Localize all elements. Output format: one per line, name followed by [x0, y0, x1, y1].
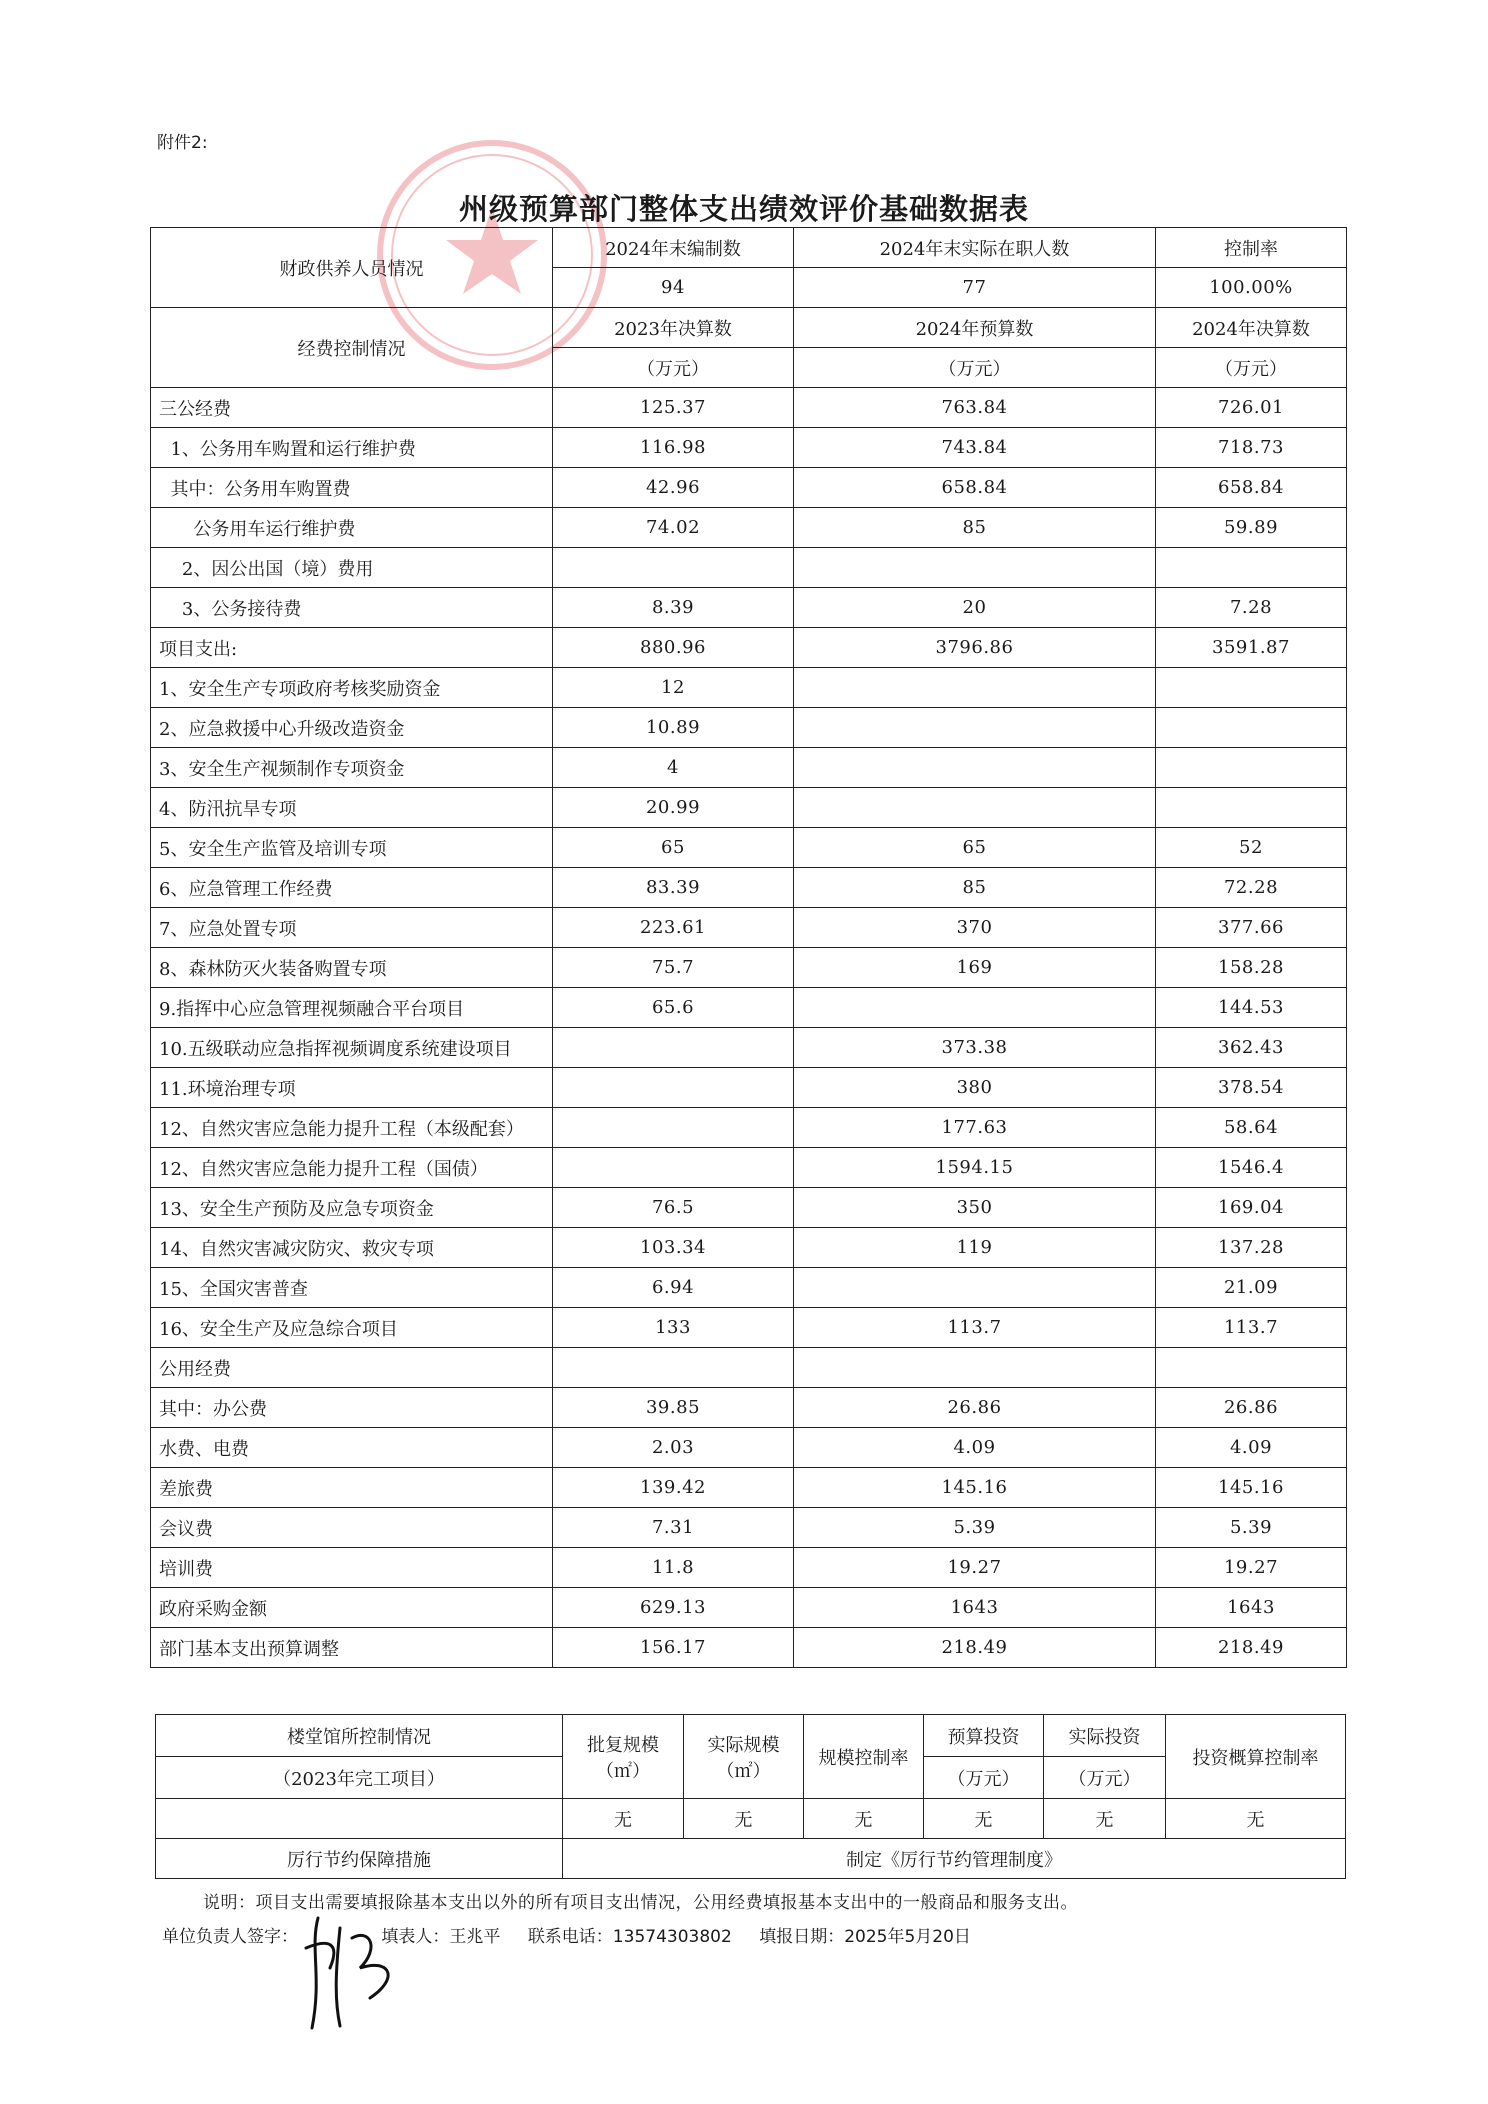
table-row — [151, 748, 1347, 788]
row-value-2023-final: 7.31 — [553, 1508, 794, 1548]
budget-investment-header: 预算投资 — [924, 1715, 1044, 1757]
row-value-2024-final: 158.28 — [1156, 948, 1347, 988]
row-value-2023-final: 12 — [553, 668, 794, 708]
funding-unit: （万元） — [553, 348, 794, 388]
row-value-2024-budget — [794, 1348, 1156, 1388]
buildings-label: 楼堂馆所控制情况 — [156, 1715, 563, 1757]
row-value-2024-final — [1156, 1348, 1347, 1388]
row-value-2024-final: 21.09 — [1156, 1268, 1347, 1308]
row-label: 4、防汛抗旱专项 — [151, 788, 553, 828]
row-value-2024-final: 7.28 — [1156, 588, 1347, 628]
funding-header-2024-budget: 2024年预算数 — [794, 308, 1156, 348]
table-row — [151, 1268, 1347, 1308]
row-value-2024-final: 4.09 — [1156, 1428, 1347, 1468]
row-value-2024-budget: 370 — [794, 908, 1156, 948]
row-value-2024-final — [1156, 748, 1347, 788]
row-value-2024-final: 59.89 — [1156, 508, 1347, 548]
row-label: 会议费 — [151, 1508, 553, 1548]
table-row — [151, 1388, 1347, 1428]
table-row — [151, 868, 1347, 908]
table-row — [151, 1028, 1347, 1068]
row-label: 9.指挥中心应急管理视频融合平台项目 — [151, 988, 553, 1028]
row-label: 13、安全生产预防及应急专项资金 — [151, 1188, 553, 1228]
funding-unit: （万元） — [794, 348, 1156, 388]
row-value-2024-final: 72.28 — [1156, 868, 1347, 908]
funding-header-row — [151, 308, 1347, 348]
row-value-2024-budget: 763.84 — [794, 388, 1156, 428]
row-value-2024-budget — [794, 548, 1156, 588]
staffing-value-rate: 100.00% — [1156, 268, 1347, 308]
row-value-2024-final: 19.27 — [1156, 1548, 1347, 1588]
row-value-2024-budget — [794, 748, 1156, 788]
row-value-2024-final: 218.49 — [1156, 1628, 1347, 1668]
row-value-2024-final: 145.16 — [1156, 1468, 1347, 1508]
row-value-2023-final: 65 — [553, 828, 794, 868]
staffing-value-actual: 77 — [794, 268, 1156, 308]
row-label: 3、安全生产视频制作专项资金 — [151, 748, 553, 788]
table-row — [151, 1428, 1347, 1468]
row-value-2024-final: 144.53 — [1156, 988, 1347, 1028]
table-row — [151, 668, 1347, 708]
row-value-2023-final: 65.6 — [553, 988, 794, 1028]
row-value-2023-final: 125.37 — [553, 388, 794, 428]
actual-investment-header: 实际投资 — [1044, 1715, 1166, 1757]
row-value-2024-final — [1156, 708, 1347, 748]
table-row — [151, 788, 1347, 828]
row-value-2023-final: 11.8 — [553, 1548, 794, 1588]
row-value-2023-final: 75.7 — [553, 948, 794, 988]
row-value-2024-final: 658.84 — [1156, 468, 1347, 508]
buildings-value: 无 — [684, 1799, 804, 1839]
table-row — [151, 388, 1347, 428]
funding-unit: （万元） — [1156, 348, 1347, 388]
row-value-2023-final — [553, 1148, 794, 1188]
row-value-2024-budget: 5.39 — [794, 1508, 1156, 1548]
money-unit: （万元） — [1044, 1757, 1166, 1799]
row-label: 培训费 — [151, 1548, 553, 1588]
approved-scale-label: 批复规模 — [587, 1734, 659, 1756]
table-row — [151, 508, 1347, 548]
actual-scale-label: 实际规模 — [707, 1734, 780, 1756]
buildings-sublabel: （2023年完工项目） — [156, 1757, 563, 1799]
table-row — [151, 428, 1347, 468]
row-value-2024-budget: 65 — [794, 828, 1156, 868]
row-label: 6、应急管理工作经费 — [151, 868, 553, 908]
row-value-2023-final: 20.99 — [553, 788, 794, 828]
table-row — [151, 1148, 1347, 1188]
row-value-2024-final — [1156, 788, 1347, 828]
row-value-2023-final: 74.02 — [553, 508, 794, 548]
buildings-value: 无 — [1044, 1799, 1166, 1839]
row-value-2024-final: 726.01 — [1156, 388, 1347, 428]
row-label: 3、公务接待费 — [151, 588, 553, 628]
row-value-2024-budget: 658.84 — [794, 468, 1156, 508]
row-value-2024-budget: 4.09 — [794, 1428, 1156, 1468]
row-label: 12、自然灾害应急能力提升工程（本级配套） — [151, 1108, 553, 1148]
row-value-2023-final: 103.34 — [553, 1228, 794, 1268]
row-value-2024-budget: 85 — [794, 508, 1156, 548]
buildings-value: 无 — [1166, 1799, 1346, 1839]
row-value-2024-final: 58.64 — [1156, 1108, 1347, 1148]
row-value-2023-final: 42.96 — [553, 468, 794, 508]
row-value-2024-budget: 26.86 — [794, 1388, 1156, 1428]
table-row — [151, 908, 1347, 948]
investment-rate-header: 投资概算控制率 — [1166, 1715, 1346, 1799]
row-value-2023-final: 4 — [553, 748, 794, 788]
row-value-2023-final: 39.85 — [553, 1388, 794, 1428]
row-label: 14、自然灾害减灾防灾、救灾专项 — [151, 1228, 553, 1268]
row-label: 10.五级联动应急指挥视频调度系统建设项目 — [151, 1028, 553, 1068]
row-value-2024-final: 26.86 — [1156, 1388, 1347, 1428]
row-value-2023-final — [553, 548, 794, 588]
row-label: 公用经费 — [151, 1348, 553, 1388]
table-row — [151, 1308, 1347, 1348]
row-value-2024-budget — [794, 668, 1156, 708]
table-row — [151, 948, 1347, 988]
row-label: 差旅费 — [151, 1468, 553, 1508]
row-value-2024-final: 378.54 — [1156, 1068, 1347, 1108]
row-value-2024-final: 52 — [1156, 828, 1347, 868]
table-row — [151, 628, 1347, 668]
explanatory-note: 说明：项目支出需要填报除基本支出以外的所有项目支出情况，公用经费填报基本支出中的一般商品和服务支出。 — [203, 1893, 1078, 1913]
table-row — [151, 1228, 1347, 1268]
staffing-header-rate: 控制率 — [1156, 228, 1347, 268]
row-value-2024-budget — [794, 988, 1156, 1028]
buildings-table — [155, 1714, 1346, 1879]
handwritten-signature — [300, 1908, 410, 2038]
row-value-2023-final: 2.03 — [553, 1428, 794, 1468]
scale-rate-header: 规模控制率 — [804, 1715, 924, 1799]
approved-scale-header — [563, 1715, 684, 1799]
row-value-2024-budget: 743.84 — [794, 428, 1156, 468]
row-value-2024-budget: 380 — [794, 1068, 1156, 1108]
money-unit: （万元） — [924, 1757, 1044, 1799]
buildings-empty-cell — [156, 1799, 563, 1839]
table-row — [151, 988, 1347, 1028]
row-value-2024-final: 377.66 — [1156, 908, 1347, 948]
row-value-2024-budget: 119 — [794, 1228, 1156, 1268]
row-value-2024-budget: 85 — [794, 868, 1156, 908]
footer-line — [162, 1922, 993, 1947]
row-label: 其中：办公费 — [151, 1388, 553, 1428]
row-label: 项目支出: — [151, 628, 553, 668]
table-row — [151, 708, 1347, 748]
row-label: 16、安全生产及应急综合项目 — [151, 1308, 553, 1348]
row-value-2023-final — [553, 1028, 794, 1068]
row-label: 2、应急救援中心升级改造资金 — [151, 708, 553, 748]
row-value-2024-final: 718.73 — [1156, 428, 1347, 468]
row-value-2023-final: 629.13 — [553, 1588, 794, 1628]
row-value-2024-budget: 169 — [794, 948, 1156, 988]
row-value-2024-final: 1643 — [1156, 1588, 1347, 1628]
row-label: 7、应急处置专项 — [151, 908, 553, 948]
sign-label: 单位负责人签字： — [162, 1927, 298, 1947]
table-row — [151, 1068, 1347, 1108]
table-row — [151, 1348, 1347, 1388]
contact-phone: 联系电话：13574303802 — [527, 1927, 732, 1947]
row-value-2024-final: 137.28 — [1156, 1228, 1347, 1268]
area-unit: （㎡） — [716, 1760, 771, 1782]
fill-date: 填报日期：2025年5月20日 — [759, 1927, 971, 1947]
row-value-2023-final: 8.39 — [553, 588, 794, 628]
row-value-2024-budget: 3796.86 — [794, 628, 1156, 668]
row-value-2024-budget — [794, 1268, 1156, 1308]
row-value-2024-budget: 1594.15 — [794, 1148, 1156, 1188]
row-value-2023-final: 139.42 — [553, 1468, 794, 1508]
attachment-label: 附件2: — [157, 133, 208, 153]
row-value-2023-final: 880.96 — [553, 628, 794, 668]
row-label: 1、安全生产专项政府考核奖励资金 — [151, 668, 553, 708]
buildings-value: 无 — [924, 1799, 1044, 1839]
saving-value: 制定《厉行节约管理制度》 — [563, 1839, 1346, 1879]
row-value-2024-final — [1156, 548, 1347, 588]
table-row — [151, 548, 1347, 588]
row-value-2024-final: 169.04 — [1156, 1188, 1347, 1228]
table-row — [151, 588, 1347, 628]
table-row — [151, 1188, 1347, 1228]
row-value-2023-final — [553, 1108, 794, 1148]
staffing-header-actual: 2024年末实际在职人数 — [794, 228, 1156, 268]
row-value-2024-budget — [794, 788, 1156, 828]
buildings-value: 无 — [804, 1799, 924, 1839]
row-value-2023-final: 10.89 — [553, 708, 794, 748]
area-unit: （㎡） — [596, 1760, 650, 1782]
staffing-value-quota: 94 — [553, 268, 794, 308]
table-row — [151, 828, 1347, 868]
funding-label: 经费控制情况 — [151, 308, 553, 388]
row-value-2023-final: 116.98 — [553, 428, 794, 468]
row-label: 2、因公出国（境）费用 — [151, 548, 553, 588]
row-label: 8、森林防灭火装备购置专项 — [151, 948, 553, 988]
table-row — [151, 1468, 1347, 1508]
row-label: 12、自然灾害应急能力提升工程（国债） — [151, 1148, 553, 1188]
table-row — [151, 1588, 1347, 1628]
row-value-2024-budget: 177.63 — [794, 1108, 1156, 1148]
row-label: 部门基本支出预算调整 — [151, 1628, 553, 1668]
buildings-value: 无 — [563, 1799, 684, 1839]
row-value-2024-final: 362.43 — [1156, 1028, 1347, 1068]
row-value-2024-budget: 218.49 — [794, 1628, 1156, 1668]
row-value-2024-budget: 20 — [794, 588, 1156, 628]
row-label: 其中：公务用车购置费 — [151, 468, 553, 508]
row-value-2024-final: 3591.87 — [1156, 628, 1347, 668]
row-label: 11.环境治理专项 — [151, 1068, 553, 1108]
row-value-2024-budget: 145.16 — [794, 1468, 1156, 1508]
row-value-2024-budget: 1643 — [794, 1588, 1156, 1628]
funding-header-2023-final: 2023年决算数 — [553, 308, 794, 348]
row-label: 15、全国灾害普查 — [151, 1268, 553, 1308]
row-value-2024-final — [1156, 668, 1347, 708]
row-value-2023-final: 76.5 — [553, 1188, 794, 1228]
row-value-2024-budget: 19.27 — [794, 1548, 1156, 1588]
row-value-2024-budget: 350 — [794, 1188, 1156, 1228]
table-row — [151, 468, 1347, 508]
row-label: 政府采购金额 — [151, 1588, 553, 1628]
row-value-2024-final: 5.39 — [1156, 1508, 1347, 1548]
filler-name: 填表人：王兆平 — [381, 1927, 501, 1947]
row-label: 5、安全生产监管及培训专项 — [151, 828, 553, 868]
row-label: 公务用车运行维护费 — [151, 508, 553, 548]
row-value-2024-final: 1546.4 — [1156, 1148, 1347, 1188]
row-value-2023-final: 156.17 — [553, 1628, 794, 1668]
staffing-label: 财政供养人员情况 — [151, 228, 553, 308]
table-row — [151, 1508, 1347, 1548]
table-row — [151, 1108, 1347, 1148]
table-row — [151, 1628, 1347, 1668]
row-value-2024-budget: 373.38 — [794, 1028, 1156, 1068]
row-value-2023-final: 133 — [553, 1308, 794, 1348]
row-value-2023-final: 6.94 — [553, 1268, 794, 1308]
row-value-2023-final: 83.39 — [553, 868, 794, 908]
row-value-2023-final — [553, 1348, 794, 1388]
saving-label: 厉行节约保障措施 — [156, 1839, 563, 1879]
funding-header-2024-final: 2024年决算数 — [1156, 308, 1347, 348]
row-label: 三公经费 — [151, 388, 553, 428]
actual-scale-header — [684, 1715, 804, 1799]
row-value-2023-final — [553, 1068, 794, 1108]
staffing-header-row — [151, 228, 1347, 268]
row-value-2024-final: 113.7 — [1156, 1308, 1347, 1348]
row-value-2023-final: 223.61 — [553, 908, 794, 948]
row-value-2024-budget — [794, 708, 1156, 748]
staffing-header-quota: 2024年末编制数 — [553, 228, 794, 268]
row-label: 水费、电费 — [151, 1428, 553, 1468]
budget-table — [150, 227, 1347, 1668]
page-title: 州级预算部门整体支出绩效评价基础数据表 — [458, 192, 1029, 226]
row-value-2024-budget: 113.7 — [794, 1308, 1156, 1348]
row-label: 1、公务用车购置和运行维护费 — [151, 428, 553, 468]
table-row — [151, 1548, 1347, 1588]
